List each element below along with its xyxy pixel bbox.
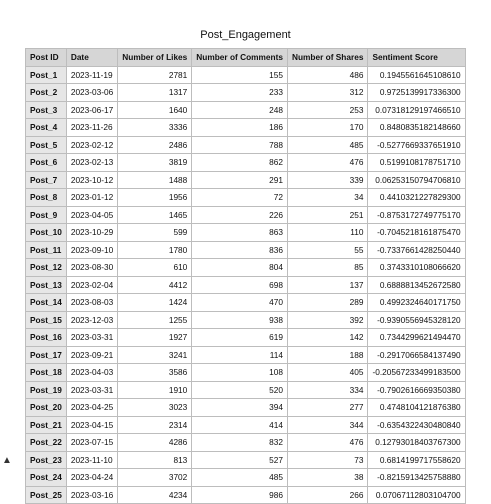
table-row	[26, 346, 466, 364]
row-header-cell[interactable]: Post_13	[26, 276, 67, 294]
value-cell[interactable]: 470	[192, 294, 288, 312]
value-cell[interactable]: 0.7344299621494470	[368, 329, 465, 347]
table-row	[26, 311, 466, 329]
value-cell[interactable]: 619	[192, 329, 288, 347]
value-cell[interactable]: 520	[192, 381, 288, 399]
value-cell[interactable]: 3586	[118, 364, 192, 382]
sheet-title: Post_Engagement	[200, 29, 291, 41]
date-cell[interactable]: 2023-11-19	[66, 66, 117, 84]
value-cell[interactable]: 34	[287, 189, 367, 207]
table-row	[26, 434, 466, 452]
value-cell[interactable]: 394	[192, 399, 288, 417]
table-row	[26, 84, 466, 102]
value-cell[interactable]: 2781	[118, 66, 192, 84]
value-cell[interactable]: 0.06253150794706810	[368, 171, 465, 189]
value-cell[interactable]: 344	[287, 416, 367, 434]
value-cell[interactable]: 0.6814199717558620	[368, 451, 465, 469]
value-cell[interactable]: 277	[287, 399, 367, 417]
value-cell[interactable]: 3819	[118, 154, 192, 172]
value-cell[interactable]: 251	[287, 206, 367, 224]
value-cell[interactable]: 0.9725139917336300	[368, 84, 465, 102]
column-header[interactable]: Number of Comments	[192, 49, 288, 67]
row-header-cell[interactable]: Post_1	[26, 66, 67, 84]
value-cell[interactable]: -0.8215913425758880	[368, 469, 465, 487]
column-header[interactable]: Date	[66, 49, 117, 67]
value-cell[interactable]: 55	[287, 241, 367, 259]
value-cell[interactable]: 2486	[118, 136, 192, 154]
row-header-cell[interactable]: Post_8	[26, 189, 67, 207]
row-header-cell[interactable]: Post_23	[26, 451, 67, 469]
value-cell[interactable]: 485	[287, 136, 367, 154]
value-cell[interactable]: 2314	[118, 416, 192, 434]
row-header-cell[interactable]: Post_18	[26, 364, 67, 382]
value-cell[interactable]: 698	[192, 276, 288, 294]
value-cell[interactable]: 0.1945561645108610	[368, 66, 465, 84]
date-cell[interactable]: 2023-11-10	[66, 451, 117, 469]
table-row	[26, 154, 466, 172]
value-cell[interactable]: 253	[287, 101, 367, 119]
date-cell[interactable]: 2023-08-30	[66, 259, 117, 277]
date-cell[interactable]: 2023-04-15	[66, 416, 117, 434]
value-cell[interactable]: 938	[192, 311, 288, 329]
table-row	[26, 259, 466, 277]
row-header-cell[interactable]: Post_4	[26, 119, 67, 137]
table-row	[26, 416, 466, 434]
value-cell[interactable]: 832	[192, 434, 288, 452]
value-cell[interactable]: 0.07067112803104700	[368, 486, 465, 504]
value-cell[interactable]: 339	[287, 171, 367, 189]
table-row	[26, 381, 466, 399]
value-cell[interactable]: 1317	[118, 84, 192, 102]
date-cell[interactable]: 2023-04-24	[66, 469, 117, 487]
value-cell[interactable]: 0.4992324640171750	[368, 294, 465, 312]
date-cell[interactable]: 2023-04-03	[66, 364, 117, 382]
date-cell[interactable]: 2023-03-06	[66, 84, 117, 102]
value-cell[interactable]: 863	[192, 224, 288, 242]
row-header-cell[interactable]: Post_22	[26, 434, 67, 452]
table-row	[26, 206, 466, 224]
row-header-cell[interactable]: Post_17	[26, 346, 67, 364]
column-header[interactable]: Number of Likes	[118, 49, 192, 67]
value-cell[interactable]: 0.4410321227829300	[368, 189, 465, 207]
date-cell[interactable]: 2023-03-31	[66, 381, 117, 399]
table-row	[26, 329, 466, 347]
value-cell[interactable]: 3702	[118, 469, 192, 487]
row-header-cell[interactable]: Post_14	[26, 294, 67, 312]
value-cell[interactable]: -0.9390556945328120	[368, 311, 465, 329]
value-cell[interactable]: 4286	[118, 434, 192, 452]
value-cell[interactable]: 405	[287, 364, 367, 382]
value-cell[interactable]: 137	[287, 276, 367, 294]
date-cell[interactable]: 2023-11-26	[66, 119, 117, 137]
date-cell[interactable]: 2023-03-16	[66, 486, 117, 504]
value-cell[interactable]: 3023	[118, 399, 192, 417]
value-cell[interactable]: -0.7045218161875470	[368, 224, 465, 242]
value-cell[interactable]: 0.07318129197466510	[368, 101, 465, 119]
value-cell[interactable]: 485	[192, 469, 288, 487]
value-cell[interactable]: 4234	[118, 486, 192, 504]
date-cell[interactable]: 2023-03-31	[66, 329, 117, 347]
value-cell[interactable]: 226	[192, 206, 288, 224]
value-cell[interactable]: 610	[118, 259, 192, 277]
value-cell[interactable]: 1640	[118, 101, 192, 119]
date-cell[interactable]: 2023-07-15	[66, 434, 117, 452]
value-cell[interactable]: 108	[192, 364, 288, 382]
value-cell[interactable]: 486	[287, 66, 367, 84]
date-cell[interactable]: 2023-08-03	[66, 294, 117, 312]
row-header-cell[interactable]: Post_11	[26, 241, 67, 259]
value-cell[interactable]: 0.4748104121876380	[368, 399, 465, 417]
value-cell[interactable]: 0.3743310108066620	[368, 259, 465, 277]
value-cell[interactable]: 291	[192, 171, 288, 189]
value-cell[interactable]: 114	[192, 346, 288, 364]
value-cell[interactable]: 186	[192, 119, 288, 137]
date-cell[interactable]: 2023-10-12	[66, 171, 117, 189]
date-cell[interactable]: 2023-02-12	[66, 136, 117, 154]
value-cell[interactable]: 414	[192, 416, 288, 434]
value-cell[interactable]: 4412	[118, 276, 192, 294]
value-cell[interactable]: 142	[287, 329, 367, 347]
date-cell[interactable]: 2023-09-21	[66, 346, 117, 364]
value-cell[interactable]: 233	[192, 84, 288, 102]
value-cell[interactable]: 3336	[118, 119, 192, 137]
table-row	[26, 171, 466, 189]
table-row	[26, 399, 466, 417]
value-cell[interactable]: 266	[287, 486, 367, 504]
value-cell[interactable]: 312	[287, 84, 367, 102]
table-row	[26, 451, 466, 469]
value-cell[interactable]: 476	[287, 154, 367, 172]
value-cell[interactable]: -0.2917066584137490	[368, 346, 465, 364]
value-cell[interactable]: 72	[192, 189, 288, 207]
table-row	[26, 66, 466, 84]
row-header-cell[interactable]: Post_21	[26, 416, 67, 434]
date-cell[interactable]: 2023-12-03	[66, 311, 117, 329]
value-cell[interactable]: -0.6354322430480840	[368, 416, 465, 434]
value-cell[interactable]: 170	[287, 119, 367, 137]
row-header-cell[interactable]: Post_3	[26, 101, 67, 119]
date-cell[interactable]: 2023-02-04	[66, 276, 117, 294]
table-row	[26, 189, 466, 207]
header-row	[26, 49, 466, 67]
table-row	[26, 276, 466, 294]
table-row	[26, 224, 466, 242]
value-cell[interactable]: 1910	[118, 381, 192, 399]
date-cell[interactable]: 2023-02-13	[66, 154, 117, 172]
value-cell[interactable]: 813	[118, 451, 192, 469]
row-header-cell[interactable]: Post_2	[26, 84, 67, 102]
value-cell[interactable]: 527	[192, 451, 288, 469]
date-cell[interactable]: 2023-10-29	[66, 224, 117, 242]
data-table	[25, 48, 466, 504]
value-cell[interactable]: 155	[192, 66, 288, 84]
value-cell[interactable]: 110	[287, 224, 367, 242]
row-header-cell[interactable]: Post_5	[26, 136, 67, 154]
value-cell[interactable]: 248	[192, 101, 288, 119]
row-header-cell[interactable]: Post_16	[26, 329, 67, 347]
table-row	[26, 486, 466, 504]
value-cell[interactable]: 986	[192, 486, 288, 504]
row-header-cell[interactable]: Post_7	[26, 171, 67, 189]
date-cell[interactable]: 2023-04-25	[66, 399, 117, 417]
table-row	[26, 101, 466, 119]
value-cell[interactable]: 836	[192, 241, 288, 259]
value-cell[interactable]: 804	[192, 259, 288, 277]
table-row	[26, 294, 466, 312]
column-header[interactable]: Sentiment Score	[368, 49, 465, 67]
value-cell[interactable]: 188	[287, 346, 367, 364]
value-cell[interactable]: 1424	[118, 294, 192, 312]
value-cell[interactable]: 0.8480835182148660	[368, 119, 465, 137]
table-row	[26, 136, 466, 154]
row-header-cell[interactable]: Post_9	[26, 206, 67, 224]
row-header-cell[interactable]: Post_10	[26, 224, 67, 242]
value-cell[interactable]: 862	[192, 154, 288, 172]
value-cell[interactable]: 0.5199108178751710	[368, 154, 465, 172]
value-cell[interactable]: 1780	[118, 241, 192, 259]
table-row	[26, 241, 466, 259]
value-cell[interactable]: 1255	[118, 311, 192, 329]
value-cell[interactable]: 1927	[118, 329, 192, 347]
value-cell[interactable]: -0.7337661428250440	[368, 241, 465, 259]
row-header-cell[interactable]: Post_20	[26, 399, 67, 417]
value-cell[interactable]: 1488	[118, 171, 192, 189]
value-cell[interactable]: -0.8753172749775170	[368, 206, 465, 224]
value-cell[interactable]: 334	[287, 381, 367, 399]
table-row	[26, 364, 466, 382]
value-cell[interactable]: -0.7902616669350380	[368, 381, 465, 399]
value-cell[interactable]: 1956	[118, 189, 192, 207]
table-row	[26, 469, 466, 487]
row-header-cell[interactable]: Post_24	[26, 469, 67, 487]
value-cell[interactable]: 289	[287, 294, 367, 312]
date-cell[interactable]: 2023-04-05	[66, 206, 117, 224]
row-header-cell[interactable]: Post_6	[26, 154, 67, 172]
value-cell[interactable]: 0.6888813452672580	[368, 276, 465, 294]
value-cell[interactable]: 73	[287, 451, 367, 469]
value-cell[interactable]: 392	[287, 311, 367, 329]
value-cell[interactable]: 3241	[118, 346, 192, 364]
value-cell[interactable]: 0.12793018403767300	[368, 434, 465, 452]
value-cell[interactable]: 1465	[118, 206, 192, 224]
date-cell[interactable]: 2023-01-12	[66, 189, 117, 207]
value-cell[interactable]: -0.5277669337651910	[368, 136, 465, 154]
value-cell[interactable]: -0.20567233499183500	[368, 364, 465, 382]
value-cell[interactable]: 85	[287, 259, 367, 277]
date-cell[interactable]: 2023-09-10	[66, 241, 117, 259]
row-header-cell[interactable]: Post_19	[26, 381, 67, 399]
column-header[interactable]: Post ID	[26, 49, 67, 67]
date-cell[interactable]: 2023-06-17	[66, 101, 117, 119]
table-row	[26, 119, 466, 137]
value-cell[interactable]: 38	[287, 469, 367, 487]
row-header-cell[interactable]: Post_25	[26, 486, 67, 504]
row-header-cell[interactable]: Post_12	[26, 259, 67, 277]
column-header[interactable]: Number of Shares	[287, 49, 367, 67]
table-body	[26, 66, 466, 504]
value-cell[interactable]: 476	[287, 434, 367, 452]
value-cell[interactable]: 788	[192, 136, 288, 154]
value-cell[interactable]: 599	[118, 224, 192, 242]
row-header-cell[interactable]: Post_15	[26, 311, 67, 329]
cursor-icon: ▲	[2, 455, 12, 466]
